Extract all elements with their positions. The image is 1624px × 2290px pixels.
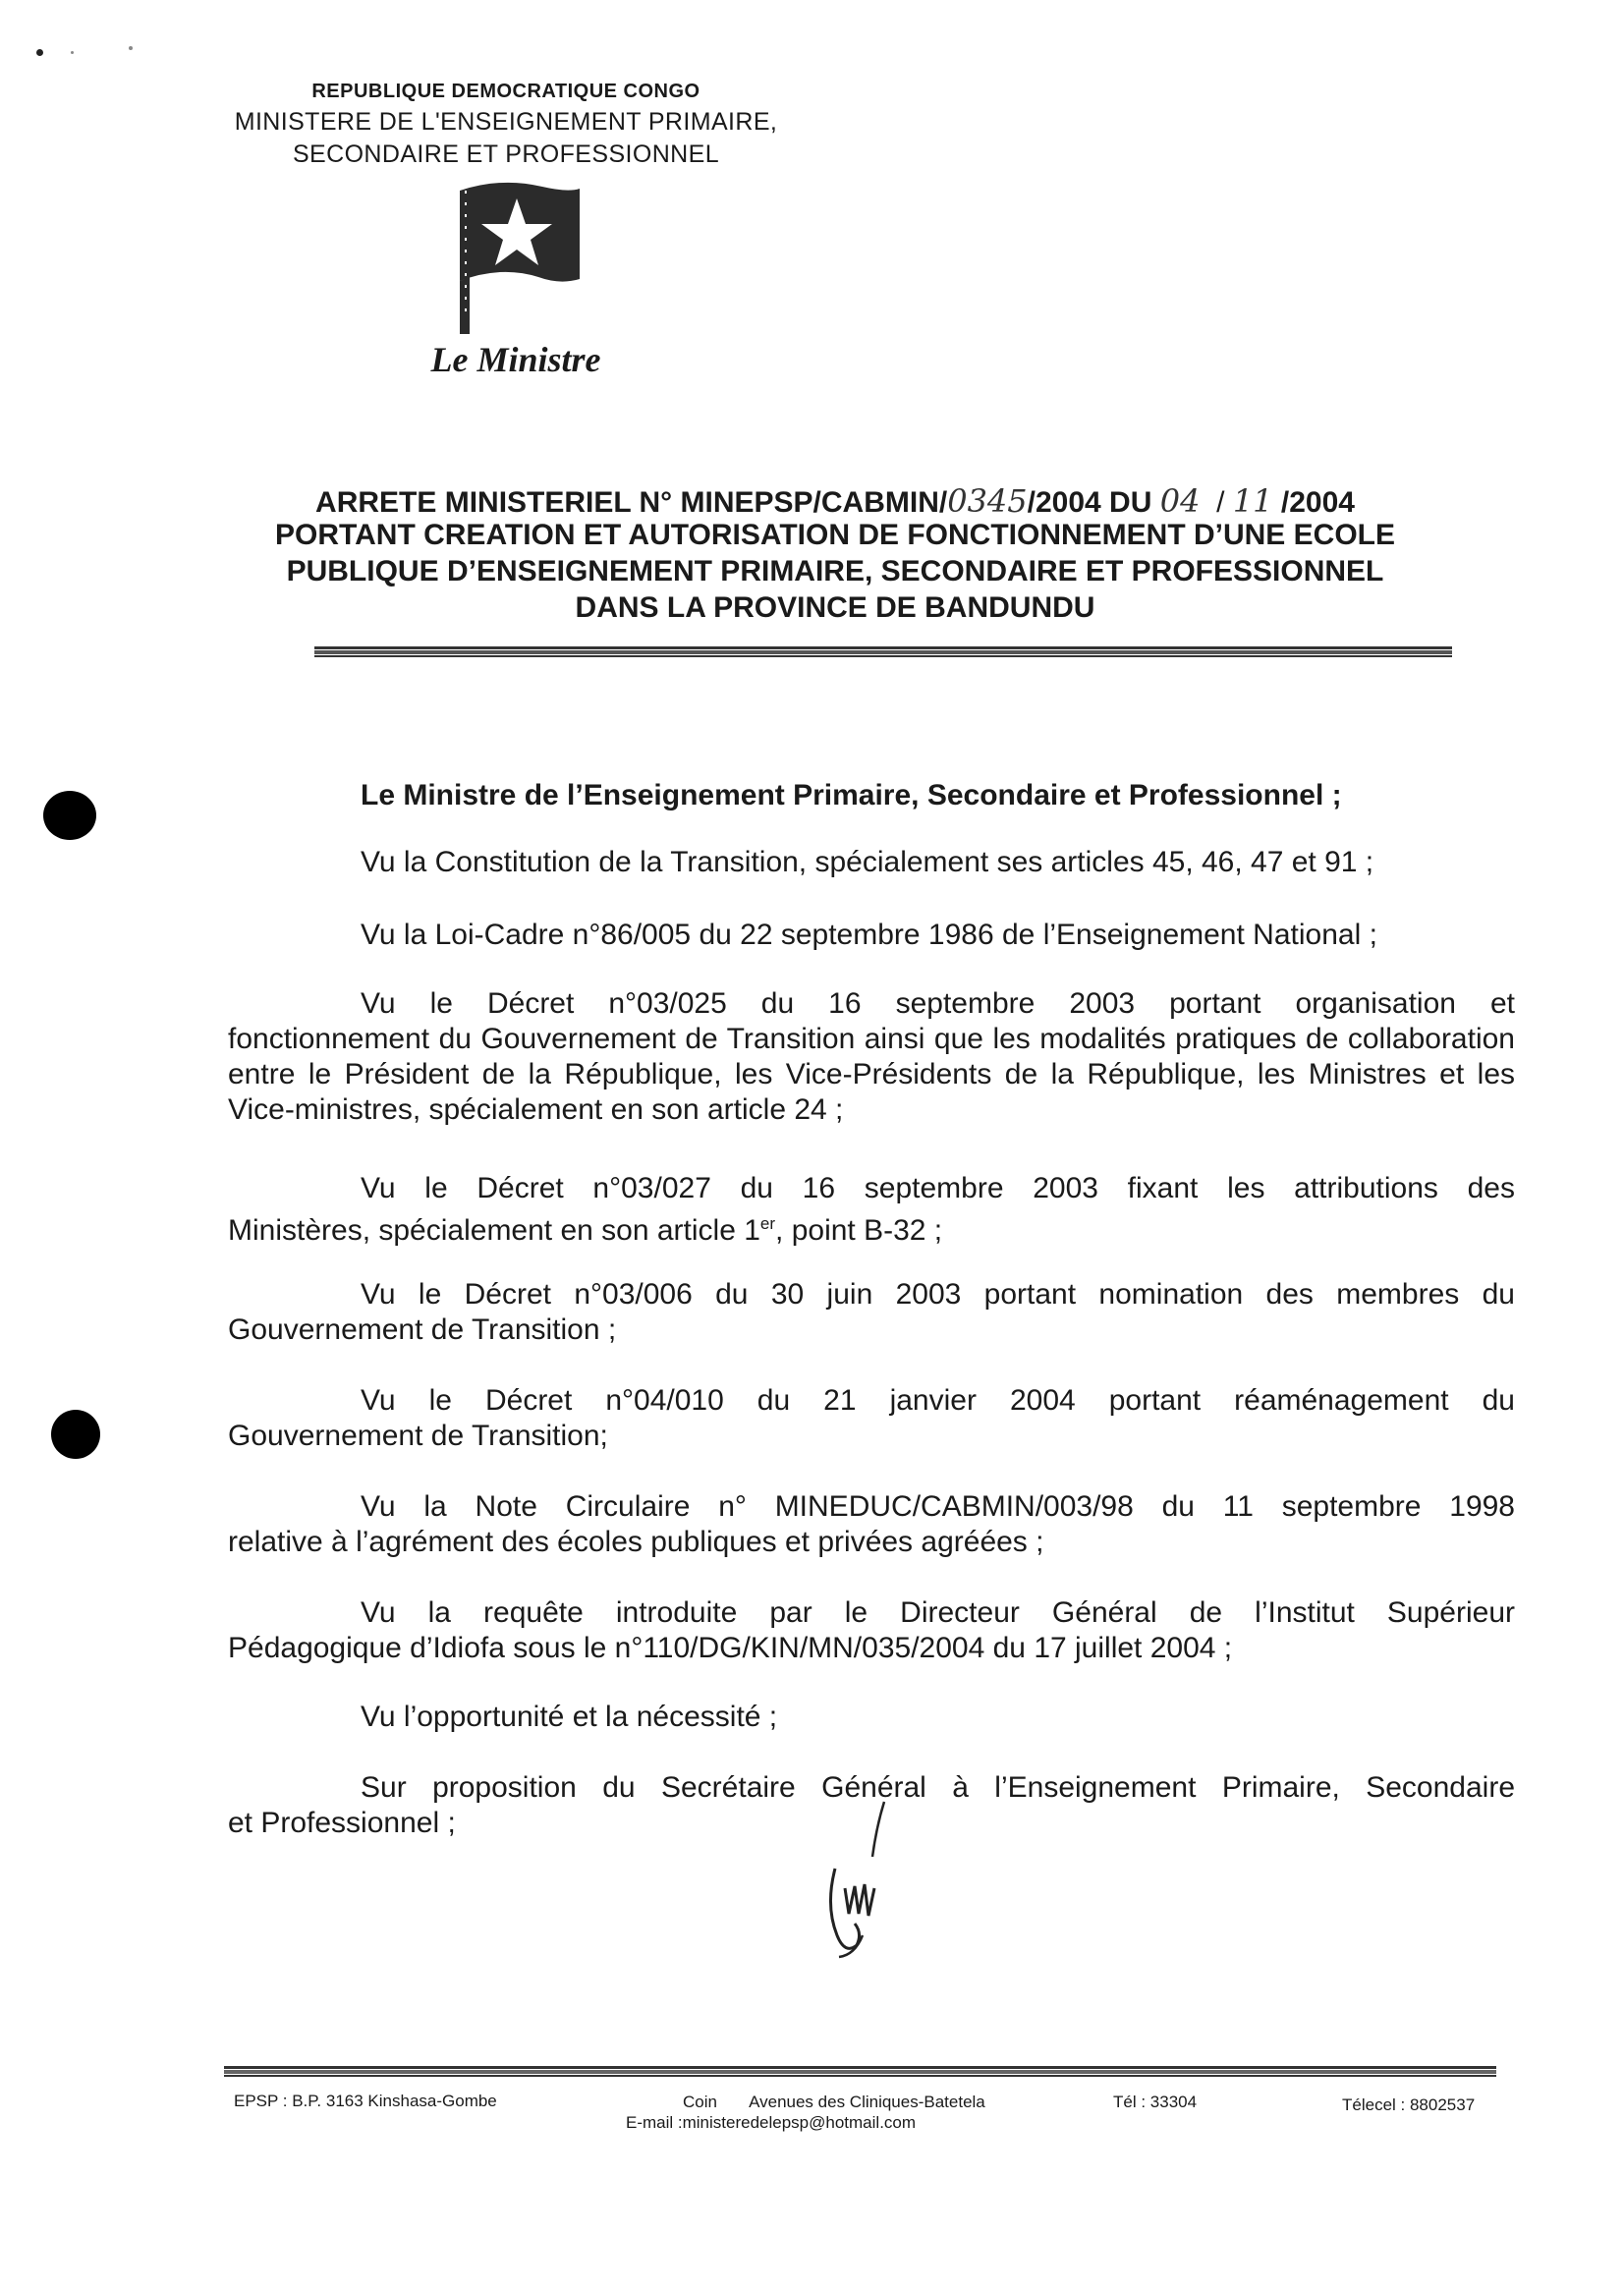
scan-speck <box>129 46 133 50</box>
punch-hole <box>43 791 96 840</box>
recital-loi-cadre-text: Vu la Loi-Cadre n°86/005 du 22 septembre 1986 de l’Enseignement National ; <box>361 919 1377 951</box>
recital-decret-03-027 <box>228 1171 1515 1249</box>
decree-title-line2: PORTANT CREATION ET AUTORISATION DE FONCTIONNEMENT D’UNE ECOLE <box>275 519 1395 551</box>
ordinal-superscript: er <box>759 1214 776 1233</box>
decree-number-prefix: ARRETE MINISTERIEL N° MINEPSP/CABMIN/ <box>315 486 948 519</box>
footer-address: EPSP : B.P. 3163 Kinshasa-Gombe <box>234 2092 497 2110</box>
scan-speck <box>71 51 74 54</box>
recital-continuation: et Professionnel ; <box>228 1807 456 1839</box>
footer-telecel: Télecel : 8802537 <box>1342 2095 1476 2114</box>
recital-continuation: Gouvernement de Transition ; <box>228 1313 617 1346</box>
title-divider <box>314 646 1452 658</box>
recital-first-line: Vu le Décret n°03/025 du 16 septembre 2003 portant organisation et <box>361 987 1515 1020</box>
scan-speck <box>36 49 43 56</box>
decree-year-end: /2004 <box>1280 486 1355 519</box>
recital-constitution-text: Vu la Constitution de la Transition, spécialement ses articles 45, 46, 47 et 91 ; <box>361 846 1374 878</box>
footer-email: E-mail :ministeredelepsp@hotmail.com <box>626 2113 917 2132</box>
recital-continuation <box>228 1206 1515 1249</box>
recital-continuation: Gouvernement de Transition; <box>228 1420 608 1452</box>
recital-first-line: Vu la requête introduite par le Directeur Général de l’Institut Supérieur <box>361 1596 1515 1629</box>
recital-constitution <box>228 845 1515 880</box>
recital-continuation-b: , point B-32 ; <box>775 1214 943 1247</box>
recital-continuation: relative à l’agrément des écoles publiques et privées agréées ; <box>228 1526 1044 1558</box>
decree-year: /2004 DU <box>1027 486 1152 519</box>
recital-decret-04-010 <box>228 1383 1515 1454</box>
recital-first-line: Vu le Décret n°03/027 du 16 septembre 2003 fixant les attributions des <box>361 1172 1515 1204</box>
ministry-name-line2: SECONDAIRE ET PROFESSIONNEL <box>292 140 720 168</box>
recital-loi-cadre <box>228 918 1515 953</box>
initials-signature <box>815 1798 914 1965</box>
preamble-heading-text: Le Ministre de l’Enseignement Primaire, Secondaire et Professionnel ; <box>361 779 1342 811</box>
footer-street: Coin Avenues des Cliniques-Batetela <box>683 2093 985 2111</box>
footer-telephone: Tél : 33304 <box>1113 2093 1198 2111</box>
decree-number-handwritten: 0345 <box>947 482 1028 520</box>
recital-first-line: Vu le Décret n°04/010 du 21 janvier 2004 portant réaménagement du <box>361 1384 1515 1417</box>
recital-continuation-a: Ministères, spécialement en son article 1 <box>228 1214 760 1247</box>
recital-requete <box>228 1595 1515 1666</box>
decree-day-handwritten: 04 <box>1159 482 1201 520</box>
country-name: REPUBLIQUE DEMOCRATIQUE CONGO <box>311 81 700 102</box>
decree-title-line4: DANS LA PROVINCE DE BANDUNDU <box>575 591 1095 624</box>
recital-continuation: Pédagogique d’Idiofa sous le n°110/DG/KIN/MN/035/2004 du 17 juillet 2004 ; <box>228 1632 1233 1664</box>
recital-first-line: Vu la Note Circulaire n° MINEDUC/CABMIN/003/98 du 11 septembre 1998 <box>361 1490 1515 1523</box>
recital-decret-03-006 <box>228 1277 1515 1348</box>
recital-note-circulaire <box>228 1489 1515 1560</box>
recital-first-line: Vu le Décret n°03/006 du 30 juin 2003 portant nomination des membres du <box>361 1278 1515 1311</box>
decree-month-handwritten: 11 <box>1232 482 1273 520</box>
ministry-name-line1: MINISTERE DE L'ENSEIGNEMENT PRIMAIRE, <box>234 108 778 136</box>
decree-title-line1: ARRETE MINISTERIEL N° MINEPSP/CABMIN/0345/2004 DU 04 / 11 /2004 <box>315 482 1355 520</box>
recital-opportunite-text: Vu l’opportunité et la nécessité ; <box>361 1701 778 1733</box>
punch-hole <box>51 1410 100 1459</box>
national-emblem-icon <box>432 169 599 336</box>
preamble-heading <box>228 778 1515 813</box>
signatory-title: Le Ministre <box>430 340 601 379</box>
decree-title-line3: PUBLIQUE D’ENSEIGNEMENT PRIMAIRE, SECONDAIRE ET PROFESSIONNEL <box>286 555 1384 587</box>
recital-first-line: Sur proposition du Secrétaire Général à l’Enseignement Primaire, Secondaire <box>361 1771 1515 1804</box>
recital-decret-03-025 <box>228 986 1515 1128</box>
recital-continuation: fonctionnement du Gouvernement de Transition ainsi que les modalités pratiques de collaboration entre le Président de la République, les Vice-Présidents de la République, les Ministres et les Vice-ministres, spécialement en son article 24 ; <box>228 1023 1515 1126</box>
recital-opportunite <box>228 1700 1515 1735</box>
footer-divider <box>224 2066 1496 2078</box>
